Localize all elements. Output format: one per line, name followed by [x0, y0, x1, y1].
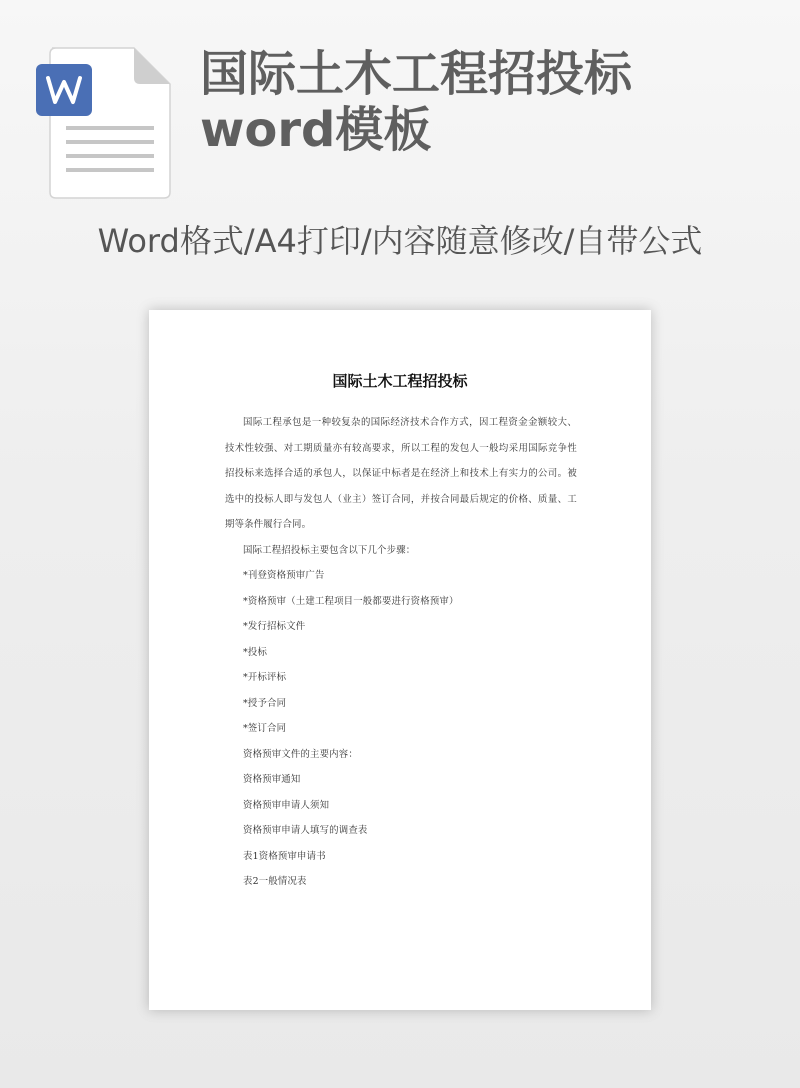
content-item: 资格预审申请人填写的调查表 [243, 825, 368, 836]
steps-intro-paragraph: 国际工程招投标主要包含以下几个步骤： [243, 544, 416, 556]
step-item: *资格预审（土建工程项目一般都要进行资格预审） [243, 595, 459, 607]
document-page [149, 310, 651, 1010]
content-item: 表1资格预审申请书 [243, 850, 326, 862]
subtitle: Word格式/A4打印/内容随意修改/自带公式 [97, 222, 703, 260]
title-line-1: 国际土木工程招投标 [200, 46, 633, 102]
content-item: 资格预审通知 [243, 774, 301, 785]
step-item: *发行招标文件 [243, 621, 306, 632]
content-heading: 资格预审文件的主要内容： [243, 748, 358, 760]
step-item: *刊登资格预审广告 [243, 570, 325, 581]
title-line-2: word模板 [200, 102, 432, 158]
step-item: *签订合同 [243, 723, 287, 734]
page-title [200, 46, 780, 158]
intro-paragraph: 国际工程承包是一种较复杂的国际经济技术合作方式，因工程资金金额较大、技术性较强、对工期质量亦有较高要求，所以工程的发包人一般均采用国际竞争性招投标来选择合适的承包人，以保证中标者是在经济上和技术上有实力的公司。被选中的投标人即与发包人（业主）签订合同，并按合同最后规定的价格、质量、工期等条件履行合同。 [225, 417, 577, 530]
step-item: *授予合同 [243, 697, 287, 709]
document-title: 国际土木工程招投标 [332, 372, 468, 390]
content-item: 资格预审申请人须知 [243, 799, 330, 811]
step-item: *投标 [243, 646, 268, 658]
step-item: *开标评标 [243, 672, 287, 683]
content-item: 表2一般情况表 [243, 876, 307, 887]
document-body [225, 410, 577, 895]
word-document-icon [36, 46, 172, 200]
